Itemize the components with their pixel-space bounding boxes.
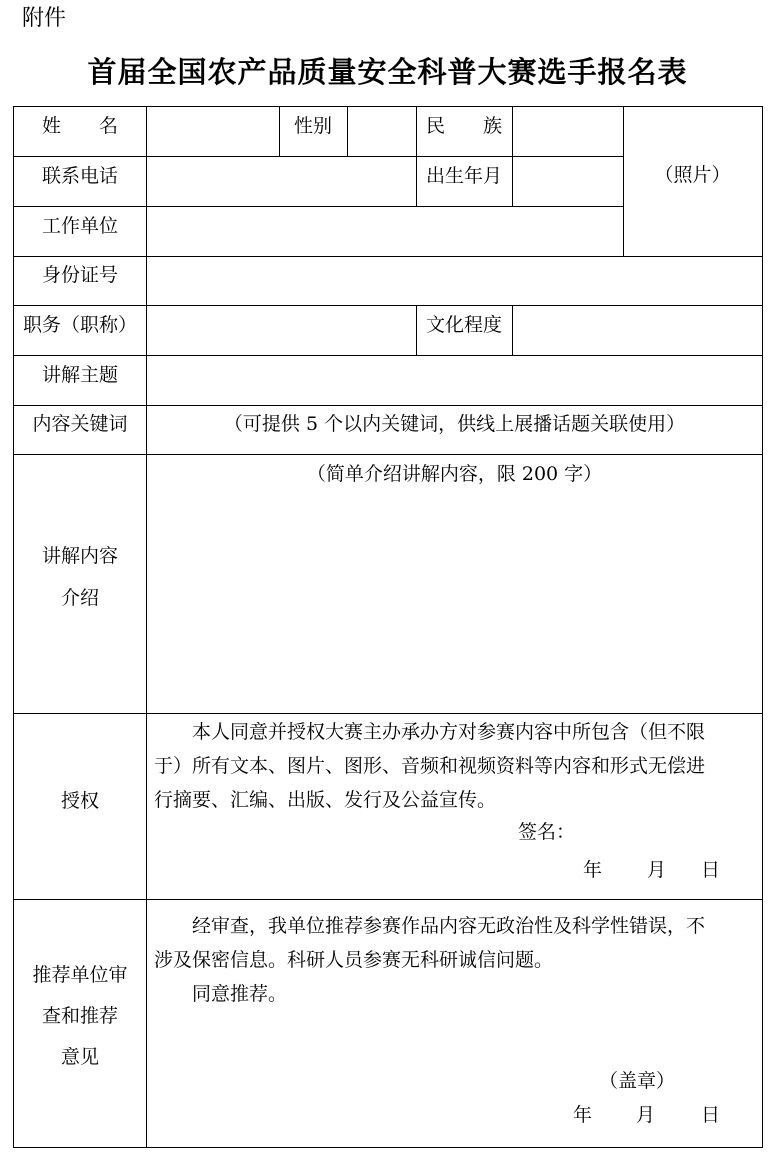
authorization-text <box>154 715 757 817</box>
label-recommend-line2: 查和推荐 <box>41 1005 118 1027</box>
label-name: 姓 名 <box>41 115 118 137</box>
rec-date-year: 年 <box>573 1104 593 1126</box>
recommendation-text <box>154 909 757 1011</box>
grid-line <box>762 106 763 1148</box>
intro-hint: （简单介绍讲解内容，限 200 字） <box>306 463 603 485</box>
label-intro-line2: 介绍 <box>60 587 99 609</box>
rec-date-day: 日 <box>701 1104 721 1126</box>
grid-line <box>13 405 763 406</box>
rec-line-3: 同意推荐。 <box>192 983 288 1005</box>
label-phone: 联系电话 <box>41 165 118 187</box>
date-month: 月 <box>647 859 667 881</box>
registration-form-table <box>13 106 763 1148</box>
grid-line <box>13 305 763 306</box>
grid-line <box>13 1147 763 1148</box>
label-id-number: 身份证号 <box>41 264 118 286</box>
label-recommend-line1: 推荐单位审 <box>32 964 128 986</box>
grid-line <box>512 106 513 206</box>
attachment-label: 附件 <box>22 6 67 31</box>
grid-line <box>347 106 348 156</box>
grid-line <box>13 899 763 900</box>
form-title: 首届全国农产品质量安全科普大赛选手报名表 <box>87 55 688 89</box>
label-recommend-line3: 意见 <box>60 1046 99 1068</box>
auth-line-1: 本人同意并授权大赛主办承办方对参赛内容中所包含（但不限 <box>192 721 706 743</box>
auth-line-2: 于）所有文本、图片、图形、音频和视频资料等内容和形式无偿进 <box>154 755 706 777</box>
auth-line-3: 行摘要、汇编、出版、发行及公益宣传。 <box>154 789 497 811</box>
grid-line <box>13 713 763 714</box>
seal-label: （盖章） <box>599 1070 676 1092</box>
rec-line-2: 涉及保密信息。科研人员参赛无科研诚信问题。 <box>154 949 554 971</box>
label-intro-line1: 讲解内容 <box>41 545 118 567</box>
grid-line <box>13 206 624 207</box>
date-day: 日 <box>701 859 721 881</box>
label-education: 文化程度 <box>425 314 502 336</box>
label-ethnicity: 民 族 <box>425 115 502 137</box>
grid-line <box>13 106 763 107</box>
rec-date-month: 月 <box>636 1104 656 1126</box>
grid-line <box>13 256 763 257</box>
label-keywords: 内容关键词 <box>32 413 128 435</box>
grid-line <box>512 305 513 355</box>
rec-line-1: 经审查，我单位推荐参赛作品内容无政治性及科学性错误，不 <box>192 915 706 937</box>
label-gender: 性别 <box>293 115 332 137</box>
photo-placeholder: （照片） <box>654 164 731 186</box>
label-workplace: 工作单位 <box>41 215 118 237</box>
signature-label: 签名： <box>518 821 576 843</box>
keywords-hint: （可提供 5 个以内关键词，供线上展播话题关联使用） <box>223 413 686 435</box>
date-year: 年 <box>583 859 603 881</box>
label-authorization: 授权 <box>60 790 99 812</box>
label-birth: 出生年月 <box>425 165 502 187</box>
label-topic: 讲解主题 <box>41 364 118 386</box>
label-position: 职务（职称） <box>22 314 137 336</box>
grid-line <box>13 454 763 455</box>
grid-line <box>13 156 624 157</box>
grid-line <box>13 355 763 356</box>
